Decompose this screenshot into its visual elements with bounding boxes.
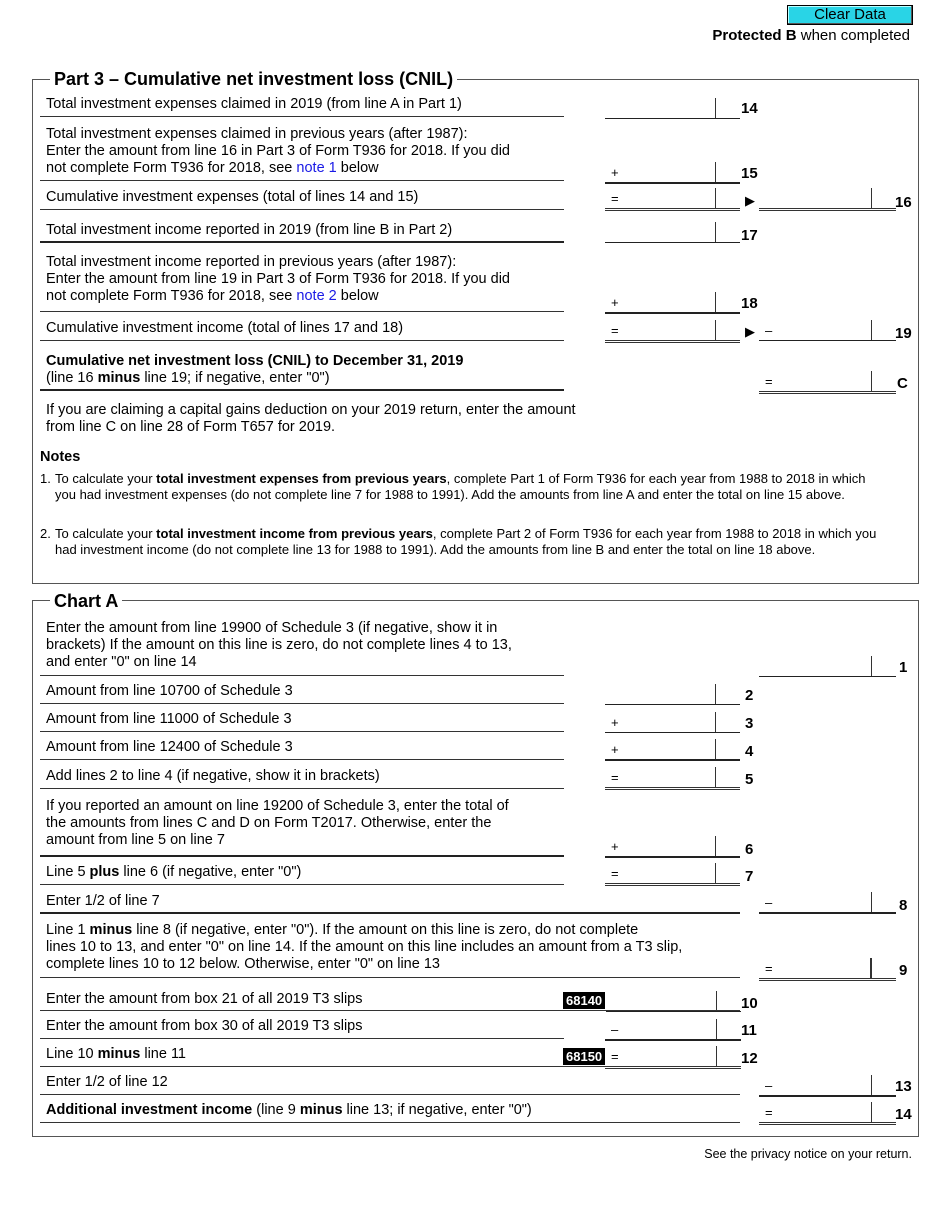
capital-gains-note-2: from line C on line 28 of Form T657 for 2019.	[46, 419, 336, 435]
chartA-line4-label: Amount from line 12400 of Schedule 3	[46, 739, 293, 755]
lineC-subtext	[46, 370, 463, 387]
line1-text-3: and enter "0" on line 14	[46, 654, 197, 670]
note-1-number: 1.	[40, 471, 51, 486]
chartA-line12-number: 12	[741, 1050, 758, 1067]
minus-operator: –	[765, 895, 773, 910]
note-1-pre: To calculate your	[55, 471, 157, 486]
lineC-sub-pre: (line 16	[46, 370, 98, 386]
cents-divider	[870, 958, 872, 978]
equals-operator: =	[765, 961, 773, 976]
line15-label	[46, 126, 510, 177]
cents-divider	[871, 1075, 872, 1095]
cents-divider	[871, 1102, 872, 1122]
line14-post-pre: (line 9	[252, 1102, 300, 1118]
chartA-line10-number: 10	[741, 995, 758, 1012]
line15-text-3-post: below	[336, 160, 379, 176]
divider	[40, 340, 564, 341]
cents-divider	[715, 320, 716, 340]
line12-pre: Line 10	[46, 1046, 98, 1062]
cents-divider	[715, 836, 716, 856]
arrow-right-icon: ▶	[745, 324, 755, 339]
chartA-line13-input[interactable]	[759, 1073, 896, 1097]
line14-post-post: line 13; if negative, enter "0")	[342, 1102, 532, 1118]
note-2-pre: To calculate your	[55, 526, 157, 541]
line9-text-1	[46, 922, 682, 939]
chartA-line13-label: Enter 1/2 of line 12	[46, 1074, 168, 1090]
cents-divider	[715, 222, 716, 242]
plus-operator: +	[611, 165, 619, 180]
divider	[40, 1094, 740, 1095]
chartA-line6-label	[46, 798, 509, 849]
plus-operator: +	[611, 742, 619, 757]
chartA-line9-label	[46, 922, 682, 973]
protected-b-bold: Protected B	[712, 27, 797, 44]
line9-pre: Line 1	[46, 922, 90, 938]
note-2-number: 2.	[40, 526, 51, 541]
line19-subtotal-input[interactable]	[605, 318, 740, 343]
cents-divider	[716, 991, 717, 1011]
minus-operator: –	[765, 323, 773, 338]
cents-divider	[715, 767, 716, 787]
chartA-line7-number: 7	[745, 868, 754, 885]
line7-post: line 6 (if negative, enter "0")	[119, 864, 302, 880]
divider	[40, 855, 564, 857]
divider	[40, 703, 564, 704]
chartA-line7-label	[46, 864, 301, 881]
lineC-input[interactable]	[759, 369, 896, 394]
line18-number: 18	[741, 295, 758, 312]
divider	[40, 241, 564, 243]
line18-text-3-pre: not complete Form T936 for 2018, see	[46, 288, 297, 304]
note2-link[interactable]: note 2	[296, 288, 337, 304]
chartA-line8-number: 8	[899, 897, 908, 914]
chartA-line13-number: 13	[895, 1078, 912, 1095]
divider	[40, 884, 564, 885]
divider	[40, 180, 564, 181]
equals-operator: =	[611, 323, 619, 338]
chartA-line12-input[interactable]	[605, 1044, 741, 1069]
line18-text-2: Enter the amount from line 19 in Part 3 of Form T936 for 2018. If you did	[46, 271, 510, 287]
line15-text-3-pre: not complete Form T936 for 2018, see	[46, 160, 297, 176]
equals-operator: =	[611, 866, 619, 881]
minus-operator: –	[611, 1022, 619, 1037]
chartA-line1-label	[46, 620, 512, 671]
cents-divider	[871, 188, 872, 208]
chartA-line5-label: Add lines 2 to line 4 (if negative, show it in brackets)	[46, 768, 380, 784]
line16-subtotal-input[interactable]	[605, 186, 740, 211]
note1-link[interactable]: note 1	[296, 160, 337, 176]
note-2-post: , complete Part 2 of Form T936 for each year from 1988 to 2018 in which you had investment income (do not complete line 13 for 1988 to 1991). Add the amounts from line B and enter the total on line 18 above.	[55, 526, 877, 557]
line19-input[interactable]	[759, 318, 896, 341]
note-1	[40, 471, 890, 502]
chartA-line6-input[interactable]	[605, 834, 740, 858]
cents-divider	[715, 739, 716, 759]
equals-operator: =	[765, 1105, 773, 1120]
line1-text-1: Enter the amount from line 19900 of Schedule 3 (if negative, show it in	[46, 620, 498, 636]
line16-label: Cumulative investment expenses (total of lines 14 and 15)	[46, 189, 419, 205]
cents-divider	[871, 656, 872, 676]
cents-divider	[715, 684, 716, 704]
line6-text-2: the amounts from lines C and D on Form T2017. Otherwise, enter the	[46, 815, 492, 831]
chartA-line2-number: 2	[745, 687, 754, 704]
capital-gains-note	[46, 402, 576, 436]
line18-text-3-post: below	[336, 288, 379, 304]
line9-text-2: lines 10 to 13, and enter "0" on line 14. If the amount on this line includes an amount from a T3 slip,	[46, 939, 683, 955]
divider	[40, 311, 564, 312]
capital-gains-note-1: If you are claiming a capital gains deduction on your 2019 return, enter the amount	[46, 402, 576, 418]
chartA-line7-input[interactable]	[605, 861, 740, 886]
cents-divider	[871, 892, 872, 912]
plus-operator: +	[611, 715, 619, 730]
divider	[40, 1122, 740, 1123]
line6-text-3: amount from line 5 on line 7	[46, 832, 225, 848]
chartA-line5-number: 5	[745, 771, 754, 788]
line16-number: 16	[895, 194, 912, 211]
cents-divider	[871, 371, 872, 391]
chartA-line9-number: 9	[899, 962, 908, 979]
cents-divider	[715, 292, 716, 312]
lineC-sub-bold: minus	[97, 370, 141, 386]
line18-input[interactable]	[605, 290, 740, 314]
clear-data-button[interactable]: Clear Data	[787, 5, 913, 25]
divider	[40, 389, 564, 391]
chartA-line1-input[interactable]	[759, 654, 896, 677]
notes-heading: Notes	[40, 449, 81, 465]
chartA-line10-label: Enter the amount from box 21 of all 2019 T3 slips	[46, 991, 363, 1007]
chartA-line3-number: 3	[745, 715, 754, 732]
chartA-line1-number: 1	[899, 659, 908, 676]
line1-text-2: brackets) If the amount on this line is zero, do not complete lines 4 to 13,	[46, 637, 512, 653]
line12-post: line 11	[140, 1046, 186, 1062]
line17-input[interactable]	[605, 220, 740, 243]
line14-number: 14	[741, 100, 758, 117]
equals-operator: =	[611, 770, 619, 785]
line17-number: 17	[741, 227, 758, 244]
divider	[40, 731, 564, 732]
equals-operator: =	[765, 374, 773, 389]
part3-title: Part 3 – Cumulative net investment loss (CNIL)	[50, 69, 457, 90]
chartA-line8-label: Enter 1/2 of line 7	[46, 893, 160, 909]
line18-label	[46, 254, 510, 305]
protected-b-rest: when completed	[796, 27, 910, 44]
chartA-line4-number: 4	[745, 743, 754, 760]
divider	[40, 1038, 564, 1039]
note-1-bold: total investment expenses from previous years	[156, 471, 447, 486]
cents-divider	[715, 188, 716, 208]
chartA-line11-label: Enter the amount from box 30 of all 2019 T3 slips	[46, 1018, 363, 1034]
chartA-line5-input[interactable]	[605, 765, 740, 790]
line15-input[interactable]	[605, 160, 740, 184]
chartA-line6-number: 6	[745, 841, 754, 858]
lineC-title: Cumulative net investment loss (CNIL) to December 31, 2019	[46, 353, 464, 369]
line17-label: Total investment income reported in 2019 (from line B in Part 2)	[46, 222, 453, 238]
cents-divider	[716, 1019, 717, 1039]
line15-number: 15	[741, 165, 758, 182]
cents-divider	[715, 162, 716, 182]
divider	[40, 675, 564, 676]
cents-divider	[715, 712, 716, 732]
divider	[40, 912, 740, 914]
chart-a-title: Chart A	[50, 591, 122, 612]
chartA-line14-input[interactable]	[759, 1100, 896, 1125]
field-code-68150: 68150	[563, 1048, 605, 1065]
line15-text-2: Enter the amount from line 16 in Part 3 of Form T936 for 2018. If you did	[46, 143, 510, 159]
cents-divider	[871, 320, 872, 340]
line6-text-1: If you reported an amount on line 19200 of Schedule 3, enter the total of	[46, 798, 509, 814]
line19-number: 19	[895, 325, 912, 342]
chartA-line9-input[interactable]	[759, 956, 896, 981]
minus-operator: –	[765, 1078, 773, 1093]
line18-text-1: Total investment income reported in previous years (after 1987):	[46, 254, 457, 270]
divider	[40, 759, 564, 760]
field-code-68140: 68140	[563, 992, 605, 1009]
cents-divider	[716, 1046, 717, 1066]
chartA-line14-label	[46, 1102, 532, 1119]
cents-divider	[715, 98, 716, 118]
note-1-post: , complete Part 1 of Form T936 for each year from 1988 to 2018 in which you had investment expenses (do not complete line 7 for 1988 to 1991). Add the amounts from line A and enter the total on line 15 above.	[55, 471, 866, 502]
line9-text-3: complete lines 10 to 12 below. Otherwise, enter "0" on line 13	[46, 956, 440, 972]
equals-operator: =	[611, 1049, 619, 1064]
line14-label: Total investment expenses claimed in 2019 (from line A in Part 1)	[46, 96, 462, 112]
protected-b-label	[712, 27, 910, 44]
lineC-sub-post: line 19; if negative, enter "0")	[140, 370, 330, 386]
line18-text-3	[46, 288, 510, 305]
line9-bold: minus	[89, 922, 133, 938]
cents-divider	[715, 863, 716, 883]
line16-input[interactable]	[759, 186, 896, 211]
chartA-line12-label	[46, 1046, 186, 1063]
chartA-line4-input[interactable]	[605, 737, 740, 761]
line14-bold: Additional investment income	[46, 1102, 253, 1118]
lineC-label	[46, 353, 463, 387]
chartA-line2-label: Amount from line 10700 of Schedule 3	[46, 683, 293, 699]
chartA-line2-input[interactable]	[605, 682, 740, 705]
chartA-line14-number: 14	[895, 1106, 912, 1123]
line15-text-1: Total investment expenses claimed in previous years (after 1987):	[46, 126, 468, 142]
line9-post: line 8 (if negative, enter "0"). If the amount on this line is zero, do not complete	[132, 922, 639, 938]
chartA-line3-input[interactable]	[605, 710, 740, 733]
divider	[40, 788, 564, 789]
chartA-line8-input[interactable]	[759, 890, 896, 914]
line7-bold: plus	[89, 864, 120, 880]
line7-pre: Line 5	[46, 864, 90, 880]
line15-text-3	[46, 160, 510, 177]
line14-post-bold: minus	[299, 1102, 343, 1118]
note-2-text	[55, 526, 890, 557]
chartA-line11-input[interactable]	[605, 1017, 741, 1041]
line14-input[interactable]	[605, 96, 740, 119]
equals-operator: =	[611, 191, 619, 206]
divider	[40, 209, 564, 210]
plus-operator: +	[611, 295, 619, 310]
chartA-line11-number: 11	[741, 1022, 757, 1039]
line19-label: Cumulative investment income (total of lines 17 and 18)	[46, 320, 404, 336]
note-1-text	[55, 471, 890, 502]
privacy-notice: See the privacy notice on your return.	[704, 1147, 912, 1161]
chartA-line3-label: Amount from line 11000 of Schedule 3	[46, 711, 292, 727]
lineC-number: C	[897, 375, 908, 392]
divider	[40, 116, 564, 117]
note-2	[40, 526, 890, 557]
plus-operator: +	[611, 839, 619, 854]
note-2-bold: total investment income from previous years	[156, 526, 433, 541]
line12-bold: minus	[97, 1046, 141, 1062]
arrow-right-icon: ▶	[745, 193, 755, 208]
chartA-line10-input[interactable]	[606, 989, 741, 1012]
divider	[40, 977, 740, 978]
